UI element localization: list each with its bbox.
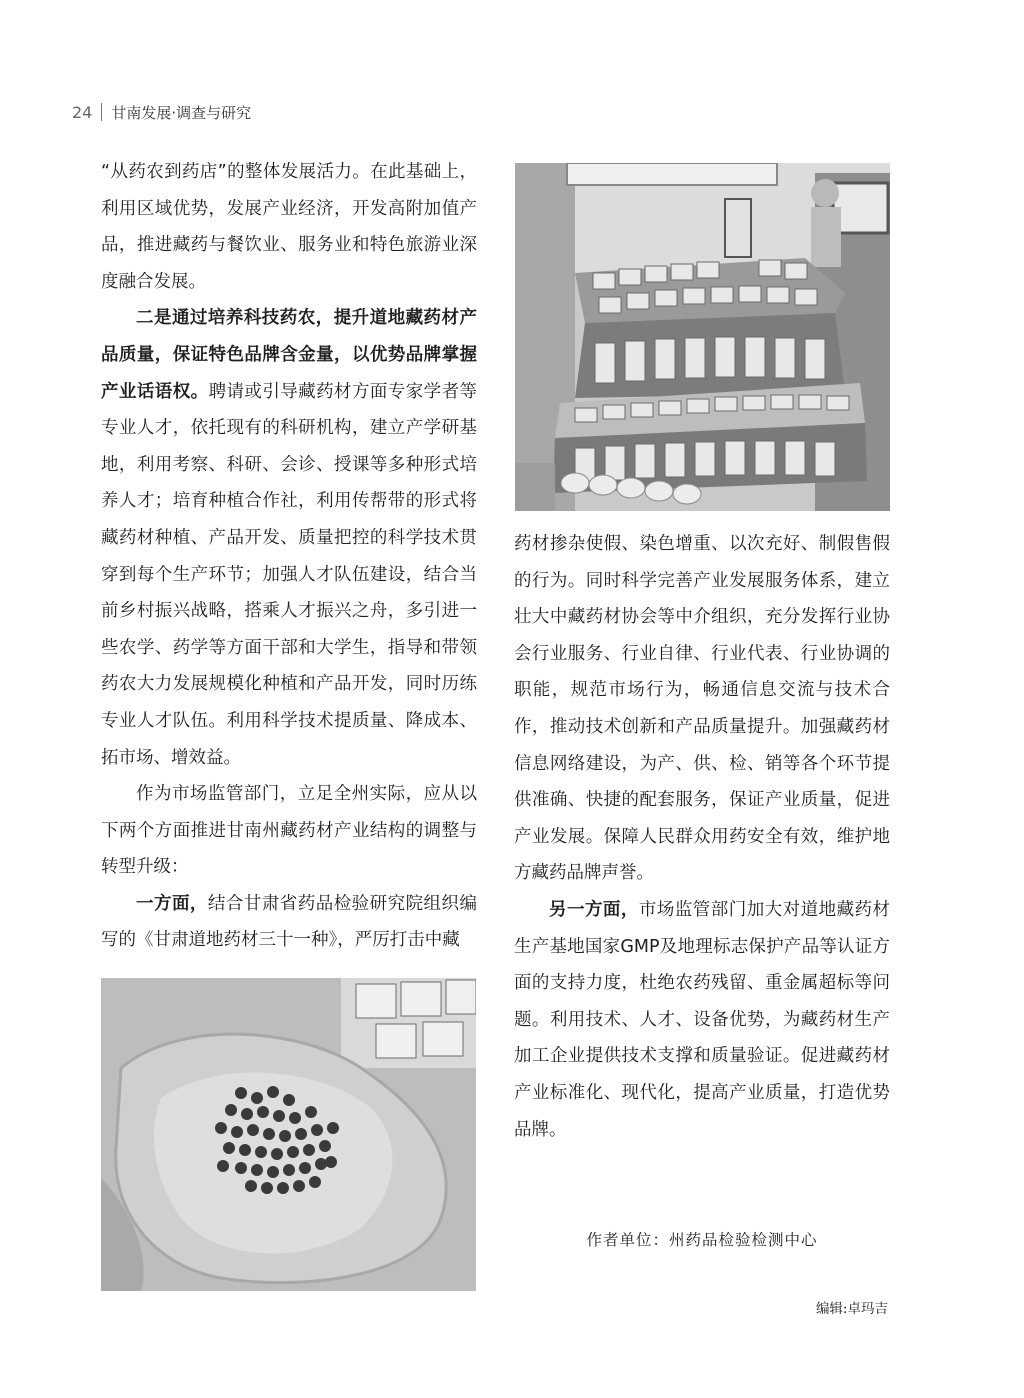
left-paragraph-1: “从药农到药店”的整体发展活力。在此基础上，利用区域优势，发展产业经济，开发高附加值产品，推进藏药与餐饮业、服务业和特色旅游业深度融合发展。 (101, 162, 477, 292)
left-paragraph-4-lead: 一方面， (136, 893, 208, 914)
right-paragraph-2 (514, 892, 890, 1148)
pills-in-hand-photo (101, 978, 476, 1291)
section-title: 甘南发展·调查与研究 (111, 103, 252, 122)
left-paragraph-2-lead: 二是通过培养科技药农，提升道地藏药材产品质量，保证特色品牌含金量，以优势品牌掌握产业话语权。 (101, 308, 477, 402)
left-column-text (101, 154, 477, 959)
right-paragraph-2-lead: 另一方面， (549, 899, 639, 920)
author-affiliation: 作者单位：州药品检验检测中心 (586, 1231, 818, 1249)
right-paragraph-2-body: 市场监管部门加大对道地藏药材生产基地国家GMP及地理标志保护产品等认证方面的支持力度，杜绝农药残留、重金属超标等问题。利用技术、人才、设备优势，为藏药材生产加工企业提供技术支撑和质量验证。促进藏药材产业标准化、现代化，提高产业质量，打造优势品牌。 (514, 899, 891, 1140)
left-paragraph-4 (101, 886, 477, 959)
left-paragraph-4-body: 结合甘肃省药品检验研究院组织编写的《甘肃道地药材三十一种》，严厉打击中藏 (101, 893, 478, 951)
header-divider (101, 103, 102, 121)
running-header (72, 100, 251, 124)
right-paragraph-1: 药材掺杂使假、染色增重、以次充好、制假售假的行为。同时科学完善产业发展服务体系，建立壮大中藏药材协会等中介组织，充分发挥行业协会行业服务、行业自律、行业代表、行业协调的职能，规范市场行为，畅通信息交流与技术合作，推动技术创新和产品质量提升。加强藏药材信息网络建设，为产、供、检、销等各个环节提供准确、快捷的配套服务，保证产业质量，促进产业发展。保障人民群众用药安全有效，维护地方藏药品牌声誉。 (514, 534, 890, 884)
pharmacy-shelf-photo (515, 163, 890, 511)
left-paragraph-2 (101, 300, 477, 776)
left-paragraph-2-body: 聘请或引导藏药材方面专家学者等专业人才，依托现有的科研机构，建立产学研基地，利用考察、科研、会诊、授课等多种形式培养人才；培育种植合作社，利用传帮带的形式将藏药材种植、产品开发、质量把控的科学技术贯穿到每个生产环节；加强人才队伍建设，结合当前乡村振兴战略，搭乘人才振兴之舟，多引进一些农学、药学等方面干部和大学生，指导和带领药农大力发展规模化种植和产品开发，同时历练专业人才队伍。利用科学技术提质量、降成本、拓市场、增效益。 (101, 381, 478, 768)
editor-credit: 编辑:卓玛吉 (815, 1301, 888, 1317)
page-number: 24 (72, 102, 93, 122)
left-paragraph-3: 作为市场监管部门，立足全州实际，应从以下两个方面推进甘南州藏药材产业结构的调整与转型升级： (101, 784, 477, 878)
right-column-text (514, 526, 890, 1148)
